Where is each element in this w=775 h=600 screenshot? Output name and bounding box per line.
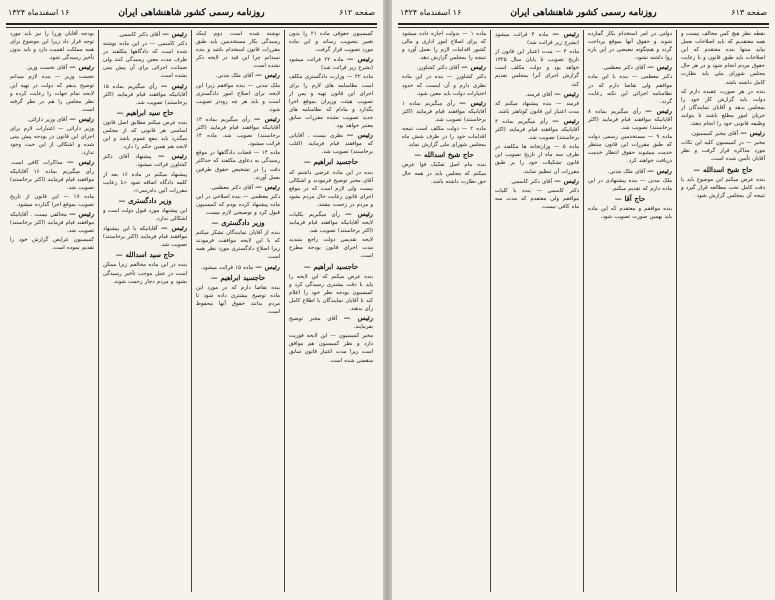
paragraph <box>103 152 187 169</box>
paragraph <box>10 193 94 209</box>
paragraph <box>103 82 187 107</box>
speaker-label: رئیس — <box>552 30 580 38</box>
paragraph <box>495 117 579 142</box>
paragraph <box>289 210 373 235</box>
paragraph-text: نخست وزیر — بنده لازم میدانم توضیح بدهم که دولت در تهیه این لایحه تمام جهات را رعایت کرده و نظر مجلس را هم در نظر گرفته است. <box>10 74 94 113</box>
paragraph <box>681 139 765 163</box>
paragraph-text: رأی میگیریم بماده ۸ آقایانیکه موافقند قیام فرمایند (اکثر برخاستند) تصویب شد. <box>588 108 672 132</box>
text-column <box>584 30 677 592</box>
paragraph-text: ماده ۱۵ قرائت میشود. <box>200 264 253 271</box>
paragraph-text: پیشنهاد آقای دکتر کشاورز قرائت میشود. <box>103 154 187 169</box>
paragraph <box>588 73 672 105</box>
right-masthead-title: روزنامه رسمی کشور شاهنشاهی ایران <box>510 8 657 18</box>
speaker-heading: حاجسید ابراهیم — <box>210 273 266 282</box>
paragraph-text: بنده عرض میکنم این موضوع باید با دقت کامل تحت مطالعه قرار گیرد و نتیجه آن بمجلس گزارش شود. <box>681 176 765 199</box>
paragraph <box>103 207 187 223</box>
paragraph <box>495 90 579 99</box>
paragraph <box>196 193 280 217</box>
paragraph-text: آقای ملک مدنی. <box>215 73 253 80</box>
paragraph <box>10 30 94 62</box>
paragraph <box>196 30 280 70</box>
speaker-label: رئیس — <box>255 182 280 191</box>
paragraph <box>681 30 765 87</box>
paragraph <box>402 30 486 62</box>
left-masthead-title: روزنامه رسمی کشور شاهنشاهی ایران <box>118 8 265 18</box>
paragraph <box>103 30 187 39</box>
speaker-label: رئیس — <box>740 129 765 138</box>
paragraph-text: پیشنهاد میکنم در ماده ۱۶ بعد از کلمه دادگاه اضافه شود «با رعایت مقررات آئین دادرسی». <box>103 171 187 194</box>
text-column <box>491 30 584 592</box>
paragraph <box>10 236 94 252</box>
paragraph <box>588 107 672 132</box>
paragraph <box>10 125 94 157</box>
left-page-columns <box>6 30 377 592</box>
paragraph-text: مخبر — در کمیسیون کلیه این نکات مورد مذاکره قرار گرفت و نظر آقایان تأمین شده است. <box>681 140 765 163</box>
paragraph <box>103 261 187 285</box>
paragraph-text: دکتر معظمی — بنده با این ماده موافقم ولی تقاضا دارم که در نظامنامه اجرائی این نکته رعایت گردد. <box>588 74 672 105</box>
right-page-header <box>398 5 769 25</box>
text-column <box>192 30 285 592</box>
paragraph-text: ماده ۴ قرائت میشود (بشرح زیر قرائت شد) <box>495 32 579 47</box>
paragraph <box>289 314 373 331</box>
paragraph-text: دکتر معظمی — بنده اصلاحی در این ماده پیشنهاد کرده بودم که کمیسیون قبول کرد و توضیحی لازم نیست. <box>196 193 280 216</box>
speaker-label: رئیس — <box>255 71 280 80</box>
speaker-heading: حاجسید ابراهیم — <box>303 158 359 167</box>
right-page-date: ۱۶ اسفندماه ۱۳۲۴ <box>400 8 462 17</box>
speaker-heading: حاج شیخ اسدالله — <box>414 151 474 160</box>
speaker-heading: حاج شیخ اسدالله — <box>693 165 753 174</box>
paragraph-text: نقطه نظر هیچ کس مخالف نیست و همه معتقدیم که باید اصلاحات بعمل بیاید منتها بنده معتقدم که این اصلاحات باید طبق قانون و با رعایت حقوق مردم انجام شود و در هر حال مجلس شورای ملی باید نظارت کامل داشته باشد. <box>681 31 765 86</box>
paragraph-text: مذاکرات کافی است. رأی میگیریم بماده ۱۶ آقایانیکه موافقند قیام فرمایند (اکثر برخاستند) تصویب شد. <box>10 160 94 191</box>
paragraph-text: بنده عرض میکنم که این لایحه را باید با دقت بیشتری رسیدگی کرد و کمیسیون بودجه نظر خود را اعلام کند تا آقایان نمایندگان با اطلاع کامل رأی بدهند. <box>289 273 373 312</box>
text-column <box>398 30 491 592</box>
speaker-label: رئیس — <box>346 55 374 64</box>
paragraph <box>402 161 486 185</box>
paragraph-text: ماده ۲ — دولت مکلف است نتیجه اقدامات خود را در ظرف شش ماه بمجلس شورای ملی گزارش نماید. <box>402 126 486 149</box>
speaker-label: رئیس — <box>552 116 580 125</box>
speaker-label: رئیس — <box>69 209 94 218</box>
speaker-label: رئیس — <box>69 63 94 72</box>
speaker-label: رئیس — <box>346 131 373 140</box>
text-column <box>99 30 192 592</box>
paragraph-text: رأی میگیریم بماده ۱ آقایانیکه موافقند قیام فرمایند (اکثر برخاستند) تصویب شد. <box>402 100 486 123</box>
paragraph-text: آقای مخبر توضیح بفرمایند. <box>289 316 373 331</box>
paragraph <box>681 176 765 200</box>
text-column <box>6 30 99 592</box>
paragraph-text: آقای دکتر کشاورز. <box>416 65 459 72</box>
paragraph <box>588 177 672 193</box>
binding-gutter <box>383 0 392 600</box>
paragraph-text: بنده بنام اصل تفکیک قوا عرض میکنم که مجلس باید در همه حال حق نظارت داشته باشد. <box>402 162 486 185</box>
paragraph <box>289 169 373 209</box>
paragraph-text: رأی میگیریم بماده ۱۵ آقایانیکه موافقند قیام فرمایند (اکثر برخاستند) تصویب شد. <box>103 83 187 106</box>
speaker-label: رئیس — <box>343 314 374 323</box>
paragraph-text: رأی میگیریم بماده ۴ آقایانیکه موافقند قیام فرمایند (اکثر برخاستند) تصویب شد. <box>495 118 579 142</box>
paragraph-text: آقایانیکه با این پیشنهاد موافقند قیام فرمایند (اکثر برخاستند) تصویب شد. <box>103 226 187 249</box>
speaker-label: رئیس — <box>160 224 187 233</box>
paragraph <box>10 158 94 191</box>
paragraph-text: آقای مخبر کمیسیون. <box>690 131 738 138</box>
right-page <box>392 0 775 600</box>
left-page <box>0 0 383 600</box>
paragraph <box>289 55 373 72</box>
speaker-label: رئیس — <box>459 98 487 107</box>
speaker-heading: حاج سید اسدالله — <box>115 251 175 260</box>
right-page-number: صفحه ۶۱۳ <box>731 8 767 17</box>
paragraph-text: آقای دکتر کاسمی. <box>117 32 160 38</box>
paragraph <box>103 119 187 151</box>
right-page-columns <box>398 30 769 592</box>
paragraph-text: ماده ۴ — مدت اعتبار این قانون از تاریخ تصویب تا پایان سال ۱۳۲۵ خواهد بود و دولت مکلف است گزارش اجرای آنرا بمجلس تقدیم کند. <box>495 49 580 88</box>
speaker-label: رئیس — <box>345 209 373 218</box>
paragraph-text: ماده ۱۷ — این قانون از تاریخ تصویب بموقع اجرا گذارده میشود. <box>10 193 94 208</box>
paragraph <box>289 332 373 364</box>
paragraph-text: ملک مدنی — بنده موافقم زیرا این لایحه برای اصلاح امور دادگستری است و باید هر چه زودتر تصویب شود. <box>196 82 280 113</box>
paragraph-text: مخبر کمیسیون — این لایحه فوریت دارد و نظر کمیسیون هم موافق است زیرا مدت اعتبار قانون سابق منقضی شده است. <box>289 333 373 364</box>
paragraph <box>495 177 579 186</box>
paragraph <box>196 71 280 80</box>
paragraph <box>10 210 94 235</box>
paragraph-text: دکتر کشاورز — بنده در این ماده نظری دارم و آن اینست که حدود اختیارات دولت باید معین شود. <box>402 74 486 97</box>
speaker-label: رئیس — <box>647 166 672 175</box>
paragraph <box>402 125 486 149</box>
speaker-heading: وزیر دادگستری — <box>211 219 265 228</box>
paragraph-text: ماده ۲۲ — وزارت دادگستری مکلف است نظامنامه های لازم را برای اجرای این قانون تهیه و پس از تصویب هیئت وزیران بموقع اجرا بگذارد و مادام که نظامنامه های جدید تصویب نشده مقررات سابق معتبر خواهد بود. <box>289 74 373 130</box>
paragraph <box>103 40 187 80</box>
paragraph-text: آقای ملک مدنی. <box>607 168 645 175</box>
paragraph-text: نظری نیست . آقایانی که موافقند قیام فرمایند (اغلب برخاستند) تصویب شد. <box>289 133 373 156</box>
paragraph <box>103 224 187 249</box>
paragraph <box>196 229 280 261</box>
paragraph <box>402 73 486 97</box>
paragraph-text: بنده در این ماده عرضی داشتم که آقای مخبر توضیح فرمودند و اشکالی نیست ولی لازم است که در موقع اجرای قانون رعایت حال مردم بشود و مردم در زحمت نیفتند. <box>289 169 373 208</box>
paragraph-text: رأی میگیریم بکلیات لایحه آقایانیکه موافقند قیام فرمایند (اکثر برخاستند) تصویب شد. <box>289 211 373 235</box>
paragraph <box>588 133 672 165</box>
paragraph-text: آقای دکتر معظمی. <box>601 65 645 72</box>
paragraph <box>495 143 579 175</box>
speaker-label: رئیس — <box>253 114 281 123</box>
speaker-label: رئیس — <box>554 176 579 185</box>
paragraph-text: ماده ۹ — مستخدمین رسمی دولت که طبق مقررات این قانون منتظر خدمت میشوند حقوق انتظار خدمت دریافت خواهند کرد. <box>588 134 672 165</box>
speaker-label: رئیس — <box>69 114 94 123</box>
speaker-label: رئیس — <box>160 81 188 90</box>
speaker-label: رئیس — <box>162 30 187 38</box>
speaker-heading: حاجسید ابراهیم — <box>303 262 359 271</box>
paragraph-text: ماده ۱ — بدولت اجازه داده میشود که برای اصلاح امور اداری و مالی کشور اقدامات لازم را بعمل آورد و نتیجه را بمجلس گزارش دهد. <box>402 31 487 62</box>
paragraph <box>289 30 373 54</box>
speaker-label: رئیس — <box>554 89 579 98</box>
paragraph-text: ماده ۵ — وزارتخانه ها مکلفند در ظرف سه ماه از تاریخ تصویب این قانون تشکیلات خود را بر طبق مقررات آن تنظیم نمایند. <box>495 144 579 175</box>
paragraph-text: بنده موافقم و معتقدم که این ماده باید بهمین صورت تصویب شود. <box>588 205 672 220</box>
paragraph-text: مخالفی نیست . آقایانیکه موافقند قیام فرمایند (اکثر برخاستند) تصویب شد. <box>10 211 94 235</box>
text-column <box>285 30 377 592</box>
paragraph <box>196 149 280 181</box>
paragraph-text: ماده ۲۲ قرائت میشود (بشرح زیر قرائت شد) <box>289 57 373 72</box>
paragraph-text: دولتی در امر استخدام بکار گمارده شوند و حقوق آنها بموقع پرداخت گردد و هیچگونه تبعیضی در این باره روا داشته نشود. <box>588 31 672 62</box>
paragraph-text: بنده در هر صورت عقیده دارم که دولت باید گزارش کار خود را بمجلس بدهد و آقایان نمایندگان از جریان امور مطلع باشند تا بتوانند وظیفه قانونی خود را انجام دهند. <box>681 88 765 128</box>
paragraph-text: بنده تقاضا دارم که در مورد این ماده توضیح بیشتری داده شود تا مردم بدانند حقوق آنها محفوظ است. <box>196 284 280 315</box>
paragraph <box>495 187 579 211</box>
paragraph <box>196 82 280 114</box>
speaker-label: رئیس — <box>647 63 672 72</box>
paragraph-text: فرمند — بنده پیشنهاد میکنم که مدت اعتبار این قانون کوتاهتر باشد. <box>495 100 579 115</box>
paragraph <box>289 273 373 313</box>
paragraph <box>681 88 765 128</box>
paragraph <box>10 73 94 113</box>
paragraph-text: کمیسیون حقوقی ماده ۲۱ را بدون تغییر بتصویب رساند و این ماده مورد تصویب قرار گرفت. <box>289 31 373 54</box>
left-page-date: ۱۶ اسفندماه ۱۳۲۴ <box>8 8 70 17</box>
paragraph <box>196 183 280 192</box>
paragraph <box>196 284 280 316</box>
paragraph-text: این پیشنهاد مورد قبول دولت است و اشکالی ندارد. <box>103 207 187 222</box>
paragraph-text: بنده در این ماده مخالفم زیرا ممکن است در عمل موجب تأخیر رسیدگی بشود و مردم دچار زحمت شوند. <box>103 262 187 285</box>
speaker-label: رئیس — <box>157 152 187 161</box>
paragraph-text: آقای وزیر دارائی. <box>27 116 67 123</box>
paragraph <box>402 63 486 72</box>
paragraph-text: دکتر کاسمی — بنده با کلیات موافقم ولی معتقدم که مدت سه ماه کافی نیست. <box>495 187 579 210</box>
speaker-heading: حاج سید ابراهیم — <box>116 108 174 117</box>
paragraph-text: آقای دکتر معظمی. <box>209 184 253 191</box>
paragraph <box>196 115 280 148</box>
speaker-label: رئیس — <box>66 158 95 167</box>
paragraph <box>10 115 94 124</box>
paragraph-text: دکتر کاسمی — در این ماده نوشته شده است که دادگاهها مکلفند در ظرف مدت معین رسیدگی کنند ولی ضمانت اجرائی برای آن پیش بینی نشده است. <box>103 41 187 80</box>
paragraph <box>289 131 373 156</box>
speaker-label: رئیس — <box>645 106 673 115</box>
paragraph <box>289 73 373 130</box>
paragraph-text: کمیسیون عرایض گزارش خود را تقدیم نموده است. <box>10 237 94 252</box>
speaker-heading: حاج آقا — <box>614 194 646 203</box>
paragraph <box>588 205 672 221</box>
paragraph <box>402 99 486 124</box>
paragraph-text: نوشته شده است. دوم اینکه رسیدگی بکار مستخدمین باید طبق مقررات قانون استخدام باشد و بنده نمیدانم چرا این قید در لایحه ذکر نشده است. <box>196 31 280 70</box>
paragraph-text: آقای نخست وزیر. <box>26 65 67 72</box>
speaker-label: رئیس — <box>461 63 486 72</box>
speaker-heading: وزیر دادگستری — <box>118 196 172 205</box>
paragraph <box>495 100 579 116</box>
paragraph <box>588 63 672 72</box>
paragraph <box>10 63 94 72</box>
paragraph-text: آقای فرمند. <box>525 91 552 98</box>
text-column <box>677 30 769 592</box>
paragraph <box>495 48 579 88</box>
paragraph <box>588 30 672 62</box>
paragraph <box>289 236 373 260</box>
paragraph-text: ملک مدنی — بنده پیشنهادی در این ماده دارم که تقدیم میکنم. <box>588 177 672 192</box>
paragraph-text: بنده از آقایان نمایندگان تشکر میکنم که با این لایحه موافقت فرمودند زیرا اصلاح دادگستری مورد نظر همه است. <box>196 230 280 261</box>
paragraph-text: رأی میگیریم بماده ۱۳ آقایانیکه موافقند قیام فرمایند (اکثر برخاستند) تصویب شد. ماده ۱۴ قرائت میشود. <box>196 116 280 148</box>
paragraph <box>588 167 672 176</box>
paragraph <box>681 129 765 138</box>
paragraph <box>196 263 280 272</box>
paragraph-text: آقای دکتر کاسمی. <box>509 178 552 185</box>
paragraph-text: بودجه آقایان وزرا را نیز باید مورد توجه قرار داد زیرا این موضوع برای همه مملکت اهمیت دارد و باید بدون تأخیر رسیدگی شود. <box>10 31 94 62</box>
paragraph <box>103 171 187 195</box>
speaker-label: رئیس — <box>255 262 280 271</box>
left-page-header <box>6 5 377 25</box>
paragraph-text: ماده ۱۴ — قضات دادگاهها در موقع رسیدگی به دعاوی مکلفند که حداکثر دقت را در تشخیص حقوق طرفین بعمل آورند. <box>196 150 281 181</box>
left-page-number: صفحه ۶۱۲ <box>339 8 375 17</box>
paragraph <box>495 30 579 47</box>
paragraph-text: وزیر دارائی — اعتبارات لازم برای اجرای این قانون در بودجه پیش بینی شده و اشکالی از این حیث وجود ندارد. <box>10 126 94 157</box>
paragraph-text: لایحه تقدیمی دولت راجع بتمدید مدت اجرای قانون بودجه مطرح است. <box>289 237 373 260</box>
paragraph-text: بنده عرض میکنم مطابق اصل قانون اساسی هر قانونی که از مجلس میگذرد باید بنفع عموم باشد و این لایحه هم همین حکم را دارد. <box>103 119 187 151</box>
